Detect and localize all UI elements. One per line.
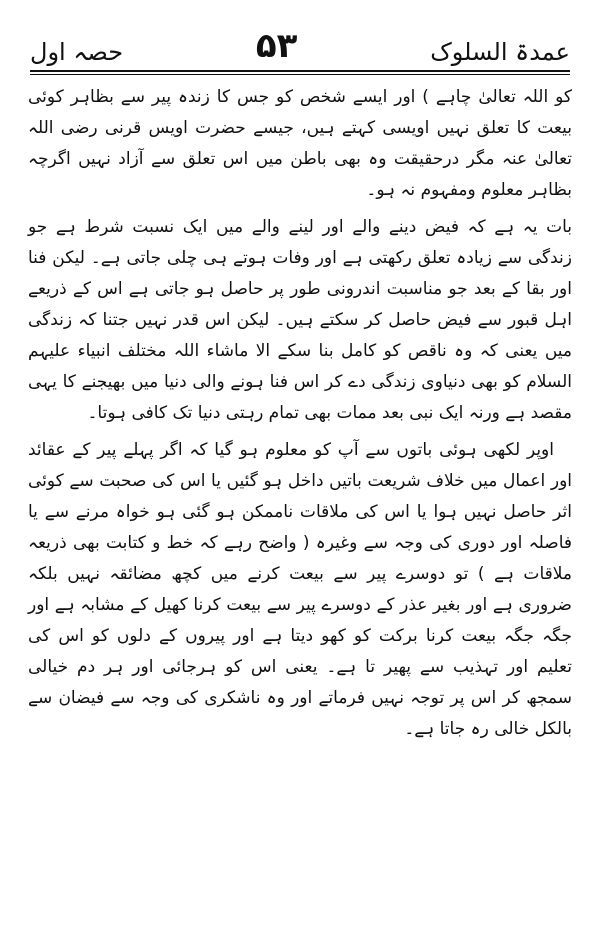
page-number: ۵۳ <box>255 26 298 66</box>
paragraph: اوپر لکھی ہوئی باتوں سے آپ کو معلوم ہو گیا کہ اگر پہلے پیر کے عقائد اور اعمال میں خلاف شریعت باتیں داخل ہو گئیں یا اس کی صحبت سے کوئی اثر حاصل نہیں ہوا یا اس کی ملاقات ناممکن ہو گئی ہو خواہ مرنے سے یا فاصلہ اور دوری کی وجہ سے وغیرہ ( واضح رہے کہ خط و کتابت بھی ذریعہ ملاقات ہے ) تو دوسرے پیر سے بیعت کرنے میں کچھ مضائقہ نہیں بلکہ ضروری ہے اور بغیر عذر کے دوسرے پیر سے بیعت کرنا کھیل کے مشابہ ہے اور جگہ جگہ بیعت کرنا برکت کو کھو دیتا ہے اور پیروں کے دلوں کو اس کی تعلیم اور تہذیب سے پھیر تا ہے۔ یعنی اس کو ہرجائی اور ہر دم خیالی سمجھ کر اس پر توجہ نہیں فرماتے اور وہ ناشکری کی وجہ سے فیضان سے بالکل خالی رہ جاتا ہے۔ <box>28 440 572 739</box>
header-rule-thin <box>30 74 570 75</box>
part-label: حصہ اول <box>30 38 124 66</box>
header-rule-thick <box>30 70 570 72</box>
paragraph: بات یہ ہے کہ فیض دینے والے اور لینے والے میں ایک نسبت شرط ہے جو زندگی سے زیادہ تعلق رکھتی ہے اور وفات ہوتے ہی چلی جاتی ہے۔ لیکن فنا اور بقا کے بعد جو مناسبت اندرونی طور پر حاصل ہو جاتی ہے اس کے ذریعے اہل قبور سے فیض حاصل کر سکتے ہیں۔ لیکن اس قدر نہیں جتنا کہ زندگی میں یعنی کہ وہ ناقص کو کامل بنا سکے الا ماشاء اللہ مختلف انبیاء علیہم السلام کو بھی دنیاوی زندگی دے کر اس فنا ہونے والی دنیا میں بھیجنے کا یہی مقصد ہے ورنہ ایک نبی بعد ممات بھی تمام رہتی دنیا تک کافی ہوتا۔ <box>28 217 572 423</box>
page-header <box>30 18 570 66</box>
book-title: عمدۃ السلوک <box>430 38 570 66</box>
page-body <box>28 82 572 745</box>
paragraph: کو اللہ تعالیٰ چاہے ) اور ایسے شخص کو جس کا زندہ پیر سے بظاہر کوئی بیعت کا تعلق نہیں اویسی کہتے ہیں، جیسے حضرت اویس قرنی رضی اللہ تعالیٰ عنہ مگر درحقیقت وہ بھی باطن میں اس تعلق سے آزاد نہیں اگرچہ بظاہر معلوم ومفہوم نہ ہو۔ <box>28 87 572 200</box>
